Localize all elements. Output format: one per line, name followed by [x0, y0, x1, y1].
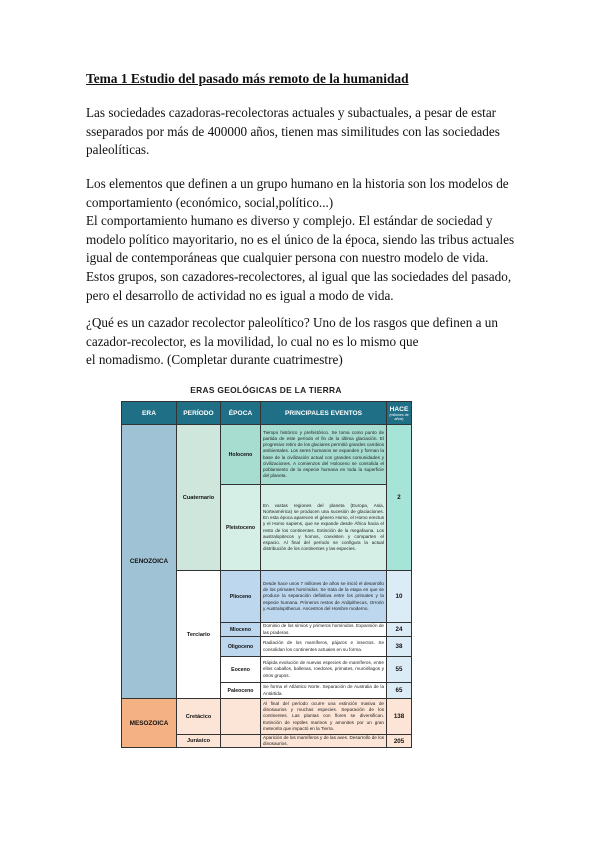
eventos-paleoceno: Se forma el Atlántico Norte. Separación de Australia de la Antártida. [261, 683, 387, 699]
table-header-row [122, 402, 412, 425]
text-line: sseparados por más de 400000 años, tienen mas similitudes con las sociedades [86, 123, 500, 139]
eventos-eoceno: Rápida evolución de nuevas especies de mamíferos, entre ellos caballos, ballenas, roedores, primates, murciélagos y otros grupos. [261, 657, 387, 683]
header-eventos: PRINCIPALES EVENTOS [261, 402, 387, 425]
hace-plioceno: 10 [387, 571, 412, 623]
paragraph-2 [86, 175, 526, 305]
header-epoca: ÉPOCA [221, 402, 261, 425]
epoca-paleoceno: Paleoceno [221, 683, 261, 699]
text-line: El comportamiento humano es diverso y complejo. El estándar de sociedad y [86, 213, 493, 229]
text-line: Estos grupos, son cazadores-recolectores, al igual que las sociedades del pasado, [86, 268, 512, 284]
figure-title: ERAS GEOLÓGICAS DE LA TIERRA [190, 385, 342, 395]
epoca-holoceno: Holoceno [221, 425, 261, 485]
hace-paleoceno: 65 [387, 683, 412, 699]
epoca-jurasico [221, 735, 261, 748]
header-era: ERA [122, 402, 177, 425]
table-row [122, 699, 412, 735]
header-hace-label: HACE [389, 405, 409, 413]
text-line: paleolíticas. [86, 142, 150, 158]
hace-oligoceno: 38 [387, 637, 412, 657]
document-title: Tema 1 Estudio del pasado más remoto de la humanidad [86, 71, 409, 86]
text-line: el nomadismo. (Completar durante cuatrimestre) [86, 352, 343, 368]
eventos-jurasico: Aparición de los mamíferos y de las aves. Desarrollo de los dinosaurios. [261, 735, 387, 748]
text-line: cazador-recolector, es la movilidad, lo cual no es lo mismo que [86, 333, 419, 349]
era-mesozoica: MESOZOICA [122, 699, 177, 748]
text-line: Las sociedades cazadoras-recolectoras actuales y subactuales, a pesar de estar [86, 105, 497, 120]
eventos-holoceno: Tiempo histórico y prehistórico. Se toma como punto de partida de este período el fin de la última glaciación. El progresivo retiro de los glaciares permitió grandes cambios ambientales. Los seres humanos se expanden y forman la base de la civilización actual con grandes comunidades y civilizaciones. A comienzos del Holoceno se consolida el poblamiento de la especie humana en toda la superficie del planeta. [261, 425, 387, 485]
epoca-oligoceno: Oligoceno [221, 637, 261, 657]
text-line: modelo político mayoritario, no es el único de la época, siendo las tribus actuales [86, 231, 515, 247]
header-hace-sub: (millones de años) [389, 412, 409, 421]
epoca-mioceno: Mioceno [221, 623, 261, 637]
header-hace [387, 402, 412, 425]
eventos-pleistoceno: En vastas regiones del planeta (Europa, Asia, Norteamérica) se producen una sucesión de glaciaciones. En esta época aparecen el género Homo, el Homo erectus y el Homo sapiens, que se expande desde África hacia el resto de los continentes. Extinción de la megafauna. Los australopitecos y homos, coexisten y comparten el espacio. Al final del período se configura la actual distribución de los continentes y las especies. [261, 485, 387, 571]
hace-jurasico: 205 [387, 735, 412, 748]
hace-eoceno: 55 [387, 657, 412, 683]
eventos-plioceno: Desde hace unos 7 millones de años se inició el desarrollo de los primates homínidos. Se trata de la etapa en que se produce la separación definitiva entre los primates y la especie humana. Primeros restos de Ardipithecus, Orrorin y Australopithecus. Ancestros del Hombre moderno. [261, 571, 387, 623]
periodo-cuaternario: Cuaternario [177, 425, 221, 571]
epoca-pleistoceno: Pleistoceno [221, 485, 261, 571]
header-periodo: PERÍODO [177, 402, 221, 425]
epoca-eoceno: Eoceno [221, 657, 261, 683]
paragraph-1 [86, 104, 526, 160]
periodo-cretacico: Cretácico [177, 699, 221, 735]
paragraph-3 [86, 314, 526, 370]
geologic-eras-figure [118, 385, 414, 746]
table-row [122, 425, 412, 485]
periodo-terciario: Terciario [177, 571, 221, 699]
text-line: Los elementos que definen a un grupo humano en la historia son los modelos de [86, 176, 509, 191]
eventos-cretacico: Al final del período ocurre una extinción masiva de dinosaurios y muchas especies. Separación de los continentes. Las plantas con flores se diversifican. Extinción de reptiles marinos y amonites por un gran meteorito que impactó en la Tierra. [261, 699, 387, 735]
eventos-mioceno: Dominio de los simios y primeros homínidos. Expansión de las praderas. [261, 623, 387, 637]
epoca-plioceno: Plioceno [221, 571, 261, 623]
hace-mioceno: 24 [387, 623, 412, 637]
hace-cuaternario: 2 [387, 425, 412, 571]
era-cenozoica: CENOZOICA [122, 425, 177, 699]
hace-cretacico: 138 [387, 699, 412, 735]
geologic-eras-table [121, 401, 412, 748]
text-line: igual de contemporáneas que cualquier persona con nuestro modelo de vida. [86, 250, 489, 266]
text-line: pero el desarrollo de actividad no es igual a modo de vida. [86, 287, 394, 303]
text-line: comportamiento (económico, social,político...) [86, 194, 334, 210]
eventos-oligoceno: Radiación de los mamíferos, pájaros e insectos. Se consolidan los continentes actuales en su forma. [261, 637, 387, 657]
periodo-jurasico: Jurásico [177, 735, 221, 748]
text-line: ¿Qué es un cazador recolector paleolítico? Uno de los rasgos que definen a un [86, 315, 498, 330]
epoca-cretacico [221, 699, 261, 735]
